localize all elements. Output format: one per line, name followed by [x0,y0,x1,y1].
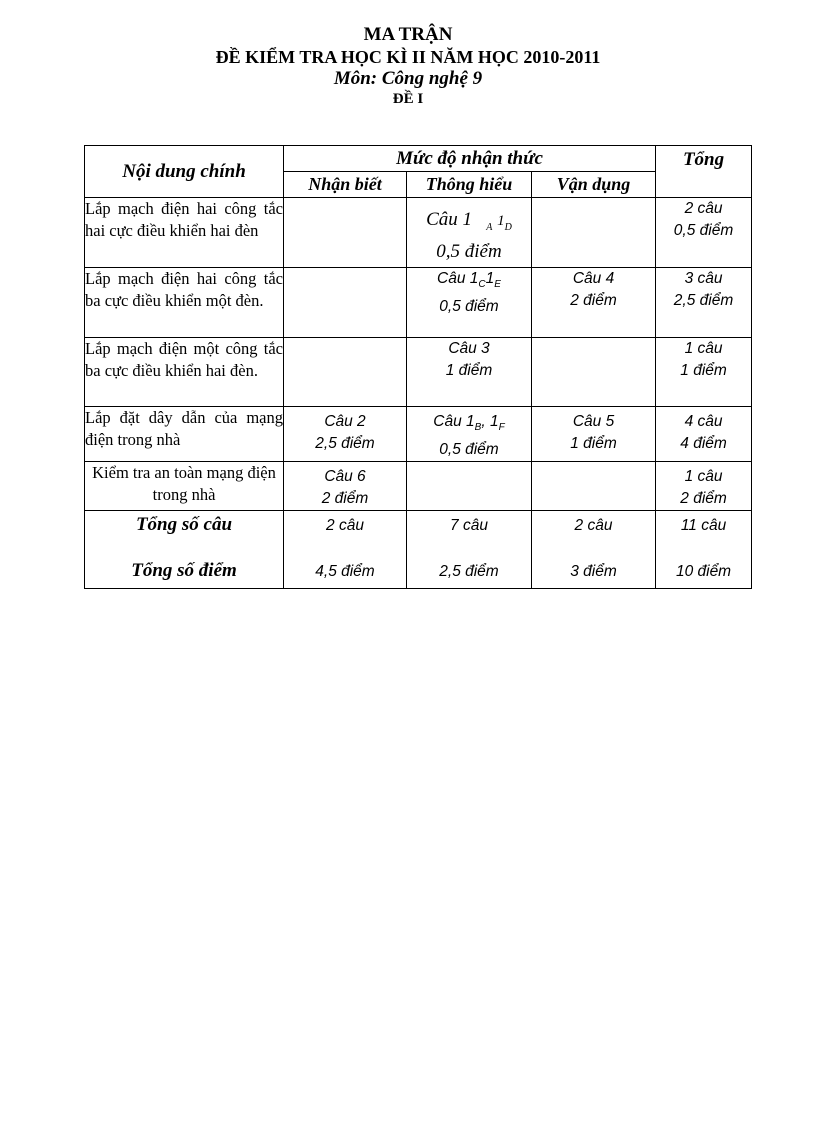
assessment-matrix-table [84,145,752,589]
cell-question: Câu 4 [572,270,615,287]
cell-subscript: E [494,279,501,291]
cell-subscript: D [504,221,512,233]
cell-nhan-biet [284,407,407,462]
cell-nhan-biet [284,268,407,338]
totals-thong-hieu [407,511,532,589]
cell-points: 0,5 điểm [436,240,502,262]
totals-label [85,511,284,589]
cell-points: 0,5 điểm [673,222,734,239]
cell-total [656,462,752,511]
totals-nhan-biet [284,511,407,589]
cell-van-dung [532,462,656,511]
totals-row [85,511,752,589]
cell-thong-hieu [407,268,532,338]
cell-subscript: A [486,221,493,233]
cell-total [656,407,752,462]
total-points: 4,5 điểm [315,563,375,581]
cell-question-index: , 1 [481,413,499,430]
cell-question: Câu 1 [437,270,479,287]
header-cognitive-level: Mức độ nhận thức [284,146,656,172]
cell-question: Câu 1 [433,413,475,430]
cell-subscript: B [474,422,482,434]
totals-van-dung [532,511,656,589]
cell-points: 2 điểm [321,490,369,508]
total-points: 2,5 điểm [439,563,499,581]
document-header [0,24,816,108]
cell-question: Câu 6 [324,468,366,486]
cell-subscript: F [498,422,505,434]
cell-question: Câu 3 [448,340,490,357]
cell-thong-hieu [407,462,532,511]
cell-van-dung [532,338,656,407]
cell-nhan-biet [284,462,407,511]
cell-total [656,198,752,268]
row-content: Lắp mạch điện hai công tắc hai cực điều khiển hai đèn [85,198,284,268]
row-content: Kiểm tra an toàn mạng điện trong nhà [85,462,284,511]
header-thong-hieu: Thông hiểu [407,172,532,198]
cell-question: Câu 2 [324,413,366,430]
cell-count: 4 câu [684,413,723,430]
total-count: 2 câu [326,517,364,535]
total-points: 3 điểm [570,563,617,581]
cell-nhan-biet [284,198,407,268]
row-content: Lắp mạch điện hai công tắc ba cực điều khiển một đèn. [85,268,284,338]
cell-total [656,268,752,338]
cell-total [656,338,752,407]
total-questions-label: Tổng số câu [135,514,233,536]
table-row [85,268,752,338]
cell-van-dung [532,268,656,338]
table-row [85,338,752,407]
cell-van-dung [532,198,656,268]
cell-count: 3 câu [684,270,723,287]
header-nhan-biet: Nhận biết [284,172,407,198]
cell-points: 2,5 điểm [315,435,375,452]
totals-all [656,511,752,589]
cell-nhan-biet [284,338,407,407]
cell-van-dung [532,407,656,462]
total-points-label: Tổng số điểm [131,560,237,582]
cell-thong-hieu [407,198,532,268]
total-points: 10 điểm [675,563,732,581]
cell-question: Câu 5 [572,413,615,430]
cell-count: 2 câu [684,200,723,217]
cell-count: 1 câu [684,468,723,486]
total-count: 2 câu [574,517,613,535]
cell-thong-hieu [407,407,532,462]
cell-thong-hieu [407,338,532,407]
cell-count: 1 câu [684,340,723,357]
total-count: 11 câu [680,517,727,535]
cell-points: 0,5 điểm [439,441,499,459]
cell-subscript: C [478,279,486,291]
cell-question: Câu 1 [426,209,473,230]
total-count: 7 câu [450,517,488,535]
header-total: Tổng [656,146,752,198]
table-row [85,407,752,462]
cell-points: 2,5 điểm [673,292,734,309]
table-row [85,198,752,268]
header-content: Nội dung chính [85,146,284,198]
exam-title: ĐỀ KIỂM TRA HỌC KÌ II NĂM HỌC 2010-2011 [215,47,601,67]
subject-line: Môn: Công nghệ 9 [333,68,483,89]
doc-title: MA TRẬN [363,24,453,45]
row-content: Lắp mạch điện một công tắc ba cực điều khiển hai đèn. [85,338,284,407]
cell-question-index: 1 [485,270,495,287]
cell-points: 1 điểm [445,362,493,379]
cell-points: 1 điểm [570,435,617,452]
cell-points: 2 điểm [680,490,727,508]
cell-points: 0,5 điểm [439,298,499,316]
row-content: Lắp đặt dây dẫn của mạng điện trong nhà [85,407,284,462]
header-van-dung: Vận dụng [532,172,656,198]
cell-question-index: 1 [497,213,505,229]
exam-variant: ĐỀ I [392,91,424,107]
cell-points: 1 điểm [680,362,727,379]
table-row [85,462,752,511]
cell-points: 4 điểm [680,435,727,452]
cell-points: 2 điểm [570,292,617,309]
table-header-row [85,146,752,172]
